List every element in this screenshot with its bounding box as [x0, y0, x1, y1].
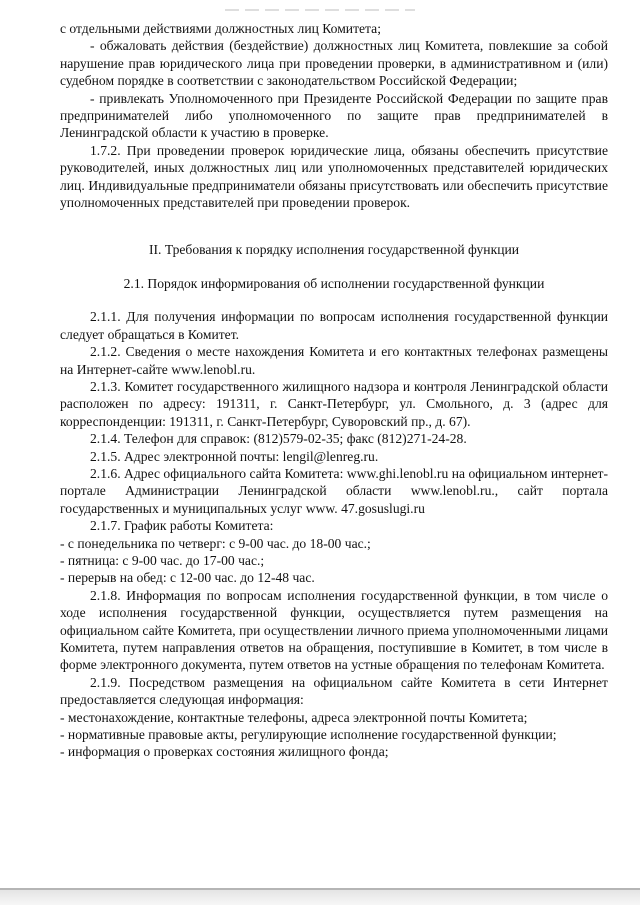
list-item-schedule-weekdays: - с понедельника по четверг: с 9-00 час. до 18-00 час.; [60, 535, 371, 551]
document-body [60, 20, 608, 761]
paragraph-ombudsman: - привлекать Уполномоченного при Президенте Российской Федерации по защите прав предпринимателей либо уполномоченного по защите прав предпринимателей в Ленинградской области к участию в проверке. [60, 90, 608, 141]
list-item-schedule-lunch: - перерыв на обед: с 12-00 час. до 12-48 час. [60, 570, 315, 586]
paragraph-appeal-actions: - обжаловать действия (бездействие) должностных лиц Комитета, повлекшие за собой нарушение прав юридического лица при проведении проверки, в административном и (или) судебном порядке в соответствии с законодательством Российской Федерации; [60, 38, 608, 89]
list-item-inspections-info: - информация о проверках состояния жилищного фонда; [60, 744, 389, 760]
list-item-location-contacts: - местонахождение, контактные телефоны, адреса электронной почты Комитета; [60, 709, 528, 725]
subsection-heading: 2.1. Порядок информирования об исполнении государственной функции [123, 275, 545, 291]
paragraph-2-1-5: 2.1.5. Адрес электронной почты: lengil@lenreg.ru. [90, 448, 379, 464]
paragraph-2-1-2: 2.1.2. Сведения о месте нахождения Комитета и его контактных телефонах размещены на Интернет-сайте www.lenobl.ru. [60, 344, 608, 377]
list-item-schedule-friday: - пятница: с 9-00 час. до 17-00 час.; [60, 552, 265, 568]
paragraph-2-1-1: 2.1.1. Для получения информации по вопросам исполнения государственной функции следует обращаться в Комитет. [60, 309, 608, 342]
paragraph-1-7-2: 1.7.2. При проведении проверок юридические лица, обязаны обеспечить присутствие руководителей, иных должностных лиц или уполномоченных представителей юридических лиц. Индивидуальные предприниматели обязаны присутствовать или обеспечить присутствие уполномоченных представителей при проведении проверок. [60, 142, 608, 211]
scan-artifact-top [225, 9, 415, 11]
paragraph-continuation: с отдельными действиями должностных лиц Комитета; [60, 21, 381, 36]
paragraph-2-1-3: 2.1.3. Комитет государственного жилищного надзора и контроля Ленинградской области расположен по адресу: 191311, г. Санкт-Петербург, ул. Смольного, д. 3 (адрес для корреспонденции: 191311, г. Санкт-Петербург, Суворовский пр., д. 67). [60, 378, 608, 429]
paragraph-2-1-6: 2.1.6. Адрес официального сайта Комитета: www.ghi.lenobl.ru на официальном интернет-портале Администрации Ленинградской области www.lenobl.ru., сайт портала государственных и муниципальных услуг www. 47.gosuslugi.ru [60, 465, 608, 516]
paragraph-2-1-8: 2.1.8. Информация по вопросам исполнения государственной функции, в том числе о ходе исполнения государственной функции, осуществляется путем размещения на официальном сайте Комитета, при осуществлении личного приема уполномоченными лицами Комитета, путем направления ответов на обращения, поступившие в Комитет, в том числе в форме электронного документа, путем ответов на устные обращения по телефонам Комитета. [60, 587, 608, 673]
paragraph-2-1-4: 2.1.4. Телефон для справок: (812)579-02-35; факс (812)271-24-28. [90, 431, 467, 447]
list-item-normative-acts: - нормативные правовые акты, регулирующие исполнение государственной функции; [60, 727, 557, 743]
section-heading: II. Требования к порядку исполнения государственной функции [148, 242, 520, 258]
scan-edge-shadow [0, 890, 640, 905]
paragraph-2-1-7: 2.1.7. График работы Комитета: [90, 518, 274, 534]
paragraph-2-1-9: 2.1.9. Посредством размещения на официальном сайте Комитета в сети Интернет предоставляется следующая информация: [60, 674, 608, 708]
